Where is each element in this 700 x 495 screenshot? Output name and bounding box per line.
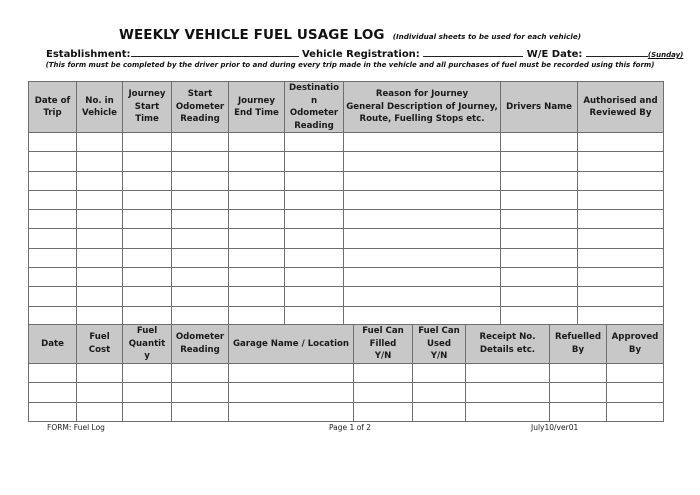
table-cell-no-in-vehicle[interactable] <box>77 229 123 248</box>
table-cell-approved-by[interactable] <box>607 383 664 403</box>
table-row <box>29 133 664 152</box>
table-cell-journey-start-time[interactable] <box>123 306 172 325</box>
table-cell-reason-for-journey-general-description-of-journey-route-fuelling-stops-etc[interactable] <box>344 287 501 306</box>
table-cell-approved-by[interactable] <box>607 402 664 422</box>
column-header-line: Trip <box>43 108 62 118</box>
column-header-fuel-cost <box>77 325 123 364</box>
table-cell-odometer-reading[interactable] <box>172 383 229 403</box>
table-cell-journey-start-time[interactable] <box>123 248 172 267</box>
table-cell-journey-end-time[interactable] <box>229 152 285 171</box>
table-cell-date-of-trip[interactable] <box>29 268 77 287</box>
table-cell-journey-end-time[interactable] <box>229 248 285 267</box>
form-title-line <box>0 24 700 43</box>
column-header-line: End Time <box>234 108 279 118</box>
table-cell-approved-by[interactable] <box>607 363 664 383</box>
form-fields-line <box>46 45 684 60</box>
table-row <box>29 402 664 422</box>
table-cell-journey-end-time[interactable] <box>229 210 285 229</box>
table-cell-date-of-trip[interactable] <box>29 190 77 209</box>
table-cell-reason-for-journey-general-description-of-journey-route-fuelling-stops-etc[interactable] <box>344 190 501 209</box>
table-cell-journey-end-time[interactable] <box>229 229 285 248</box>
table-cell-start-odometer-reading[interactable] <box>172 133 229 152</box>
table-cell-fuel-can-filled-y-n[interactable] <box>354 383 413 403</box>
column-header-line: Start <box>187 89 213 100</box>
column-header-garage-name-location <box>229 325 354 364</box>
column-header-line: Fuel <box>89 332 110 343</box>
table-cell-destination-odometer-reading[interactable] <box>285 133 344 152</box>
column-header-line: Reason for Journey <box>375 89 469 100</box>
table-cell-receipt-no-details-etc[interactable] <box>466 383 550 403</box>
table-cell-start-odometer-reading[interactable] <box>172 248 229 267</box>
table-cell-fuel-cost[interactable] <box>77 363 123 383</box>
column-header-line: Y/N <box>430 351 448 361</box>
table-cell-journey-start-time[interactable] <box>123 210 172 229</box>
column-header-authorised-and-reviewed-by <box>578 82 664 133</box>
footer-version: July10/ver01 <box>531 423 579 432</box>
trip-table-header-row <box>29 82 664 133</box>
table-cell-receipt-no-details-etc[interactable] <box>466 402 550 422</box>
table-cell-fuel-can-filled-y-n[interactable] <box>354 402 413 422</box>
footer-form-name: FORM: Fuel Log <box>47 423 105 432</box>
table-cell-destination-odometer-reading[interactable] <box>285 171 344 190</box>
table-cell-date[interactable] <box>29 383 77 403</box>
table-cell-date[interactable] <box>29 402 77 422</box>
column-header-line: Journey <box>128 89 166 100</box>
table-cell-drivers-name[interactable] <box>501 210 578 229</box>
column-header-line: Reading <box>294 120 334 131</box>
column-header-line: Date of <box>34 95 71 106</box>
table-cell-fuel-cost[interactable] <box>77 383 123 403</box>
column-header-line: Quantit <box>128 338 166 349</box>
column-header-odometer-reading <box>172 325 229 364</box>
column-header-reason-for-journey-general-description-of-journey-route-fuelling-stops-etc <box>344 82 501 133</box>
table-cell-drivers-name[interactable] <box>501 152 578 171</box>
table-cell-journey-start-time[interactable] <box>123 190 172 209</box>
column-header-line: Authorised and <box>583 95 658 106</box>
column-header-line: Fuel <box>136 326 158 336</box>
table-row <box>29 210 664 229</box>
table-cell-reason-for-journey-general-description-of-journey-route-fuelling-stops-etc[interactable] <box>344 171 501 190</box>
column-header-date <box>29 325 77 364</box>
table-cell-fuel-quantity[interactable] <box>123 402 172 422</box>
table-cell-authorised-and-reviewed-by[interactable] <box>578 287 664 306</box>
column-header-approved-by <box>607 325 664 364</box>
column-header-line: n <box>310 95 318 106</box>
table-cell-journey-end-time[interactable] <box>229 306 285 325</box>
column-header-line: Fuel Can <box>362 326 404 336</box>
table-cell-destination-odometer-reading[interactable] <box>285 190 344 209</box>
column-header-line: General Description of Journey, <box>346 101 498 112</box>
table-cell-authorised-and-reviewed-by[interactable] <box>578 248 664 267</box>
table-cell-fuel-quantity[interactable] <box>123 383 172 403</box>
table-cell-no-in-vehicle[interactable] <box>77 210 123 229</box>
table-cell-no-in-vehicle[interactable] <box>77 268 123 287</box>
column-header-line: Odometer <box>289 108 339 118</box>
table-cell-destination-odometer-reading[interactable] <box>285 152 344 171</box>
table-cell-drivers-name[interactable] <box>501 306 578 325</box>
table-cell-authorised-and-reviewed-by[interactable] <box>578 306 664 325</box>
table-cell-reason-for-journey-general-description-of-journey-route-fuelling-stops-etc[interactable] <box>344 152 501 171</box>
table-cell-receipt-no-details-etc[interactable] <box>466 363 550 383</box>
table-cell-drivers-name[interactable] <box>501 133 578 152</box>
table-cell-authorised-and-reviewed-by[interactable] <box>578 190 664 209</box>
column-header-line: Drivers Name <box>506 101 572 112</box>
table-cell-drivers-name[interactable] <box>501 287 578 306</box>
column-header-line: No. in <box>85 95 114 106</box>
column-header-line: Receipt No. <box>479 332 536 343</box>
form-subtitle: (Individual sheets to be used for each vehicle) <box>392 32 582 41</box>
table-cell-journey-start-time[interactable] <box>123 152 172 171</box>
column-header-line: Approved <box>611 332 659 343</box>
table-cell-date-of-trip[interactable] <box>29 248 77 267</box>
column-header-line: Start <box>134 101 160 112</box>
column-header-line: Vehicle <box>82 108 117 118</box>
table-cell-garage-name-location[interactable] <box>229 363 354 383</box>
table-cell-reason-for-journey-general-description-of-journey-route-fuelling-stops-etc[interactable] <box>344 248 501 267</box>
table-cell-date-of-trip[interactable] <box>29 133 77 152</box>
establishment-field[interactable] <box>131 45 299 57</box>
table-cell-fuel-can-used-y-n[interactable] <box>413 402 466 422</box>
fuel-table-header-row <box>29 325 664 364</box>
column-header-line: Date <box>41 338 64 349</box>
table-cell-journey-end-time[interactable] <box>229 287 285 306</box>
column-header-line: Garage Name / Location <box>232 338 350 349</box>
table-cell-fuel-quantity[interactable] <box>123 363 172 383</box>
vehicle-registration-label: Vehicle Registration: <box>301 49 420 60</box>
column-header-line: Filled <box>369 338 397 349</box>
table-row <box>29 229 664 248</box>
table-cell-date-of-trip[interactable] <box>29 287 77 306</box>
table-cell-date-of-trip[interactable] <box>29 210 77 229</box>
table-cell-authorised-and-reviewed-by[interactable] <box>578 229 664 248</box>
column-header-line: Journey <box>237 95 275 106</box>
table-cell-no-in-vehicle[interactable] <box>77 306 123 325</box>
form-notice: (This form must be completed by the driver prior to and during every trip made in the vehicle and all purchases of fuel must be recorded using this form) <box>45 61 655 69</box>
table-row <box>29 306 664 325</box>
table-cell-reason-for-journey-general-description-of-journey-route-fuelling-stops-etc[interactable] <box>344 268 501 287</box>
table-cell-no-in-vehicle[interactable] <box>77 190 123 209</box>
table-cell-journey-end-time[interactable] <box>229 268 285 287</box>
table-cell-start-odometer-reading[interactable] <box>172 287 229 306</box>
column-header-line: By <box>571 344 585 355</box>
table-cell-drivers-name[interactable] <box>501 171 578 190</box>
table-cell-date-of-trip[interactable] <box>29 306 77 325</box>
table-cell-no-in-vehicle[interactable] <box>77 171 123 190</box>
table-cell-date-of-trip[interactable] <box>29 171 77 190</box>
table-cell-start-odometer-reading[interactable] <box>172 268 229 287</box>
column-header-line: Route, Fuelling Stops etc. <box>359 114 485 125</box>
table-cell-authorised-and-reviewed-by[interactable] <box>578 152 664 171</box>
table-cell-date[interactable] <box>29 363 77 383</box>
table-cell-drivers-name[interactable] <box>501 190 578 209</box>
column-header-journey-end-time <box>229 82 285 133</box>
table-row <box>29 248 664 267</box>
table-cell-start-odometer-reading[interactable] <box>172 229 229 248</box>
column-header-destination-odometer-reading <box>285 82 344 133</box>
table-row <box>29 171 664 190</box>
table-cell-authorised-and-reviewed-by[interactable] <box>578 171 664 190</box>
table-cell-journey-end-time[interactable] <box>229 190 285 209</box>
table-cell-no-in-vehicle[interactable] <box>77 152 123 171</box>
table-cell-reason-for-journey-general-description-of-journey-route-fuelling-stops-etc[interactable] <box>344 210 501 229</box>
table-cell-destination-odometer-reading[interactable] <box>285 306 344 325</box>
table-cell-start-odometer-reading[interactable] <box>172 210 229 229</box>
column-header-no-in-vehicle <box>77 82 123 133</box>
table-cell-journey-start-time[interactable] <box>123 171 172 190</box>
table-cell-fuel-can-used-y-n[interactable] <box>413 383 466 403</box>
column-header-line: Y/N <box>374 351 392 361</box>
table-row <box>29 287 664 306</box>
table-cell-odometer-reading[interactable] <box>172 363 229 383</box>
footer-page-number: Page 1 of 2 <box>329 423 372 432</box>
table-cell-journey-end-time[interactable] <box>229 133 285 152</box>
table-cell-fuel-can-filled-y-n[interactable] <box>354 363 413 383</box>
column-header-refuelled-by <box>550 325 607 364</box>
we-date-field[interactable] <box>586 45 648 57</box>
column-header-line: Cost <box>88 344 111 355</box>
column-header-line: Fuel Can <box>418 326 460 336</box>
table-cell-fuel-cost[interactable] <box>77 402 123 422</box>
table-cell-authorised-and-reviewed-by[interactable] <box>578 268 664 287</box>
column-header-line: By <box>628 344 642 355</box>
table-row <box>29 152 664 171</box>
table-cell-drivers-name[interactable] <box>501 229 578 248</box>
table-cell-destination-odometer-reading[interactable] <box>285 268 344 287</box>
trip-log-table <box>28 81 664 326</box>
table-row <box>29 363 664 383</box>
table-cell-destination-odometer-reading[interactable] <box>285 229 344 248</box>
column-header-line: Reviewed By <box>589 108 652 118</box>
column-header-line: Reading <box>180 114 220 125</box>
we-date-hint: (Sunday) <box>647 51 684 59</box>
table-cell-garage-name-location[interactable] <box>229 383 354 403</box>
form-title: WEEKLY VEHICLE FUEL USAGE LOG <box>118 27 385 43</box>
column-header-receipt-no-details-etc <box>466 325 550 364</box>
table-cell-no-in-vehicle[interactable] <box>77 287 123 306</box>
table-row <box>29 190 664 209</box>
column-header-line: Time <box>135 114 159 125</box>
column-header-fuel-can-filled-y-n <box>354 325 413 364</box>
table-cell-garage-name-location[interactable] <box>229 402 354 422</box>
column-header-line: Destinatio <box>288 83 339 93</box>
table-cell-start-odometer-reading[interactable] <box>172 152 229 171</box>
table-cell-refuelled-by[interactable] <box>550 383 607 403</box>
table-cell-destination-odometer-reading[interactable] <box>285 287 344 306</box>
table-cell-authorised-and-reviewed-by[interactable] <box>578 133 664 152</box>
table-cell-no-in-vehicle[interactable] <box>77 248 123 267</box>
table-cell-no-in-vehicle[interactable] <box>77 133 123 152</box>
column-header-line: Odometer <box>175 101 225 112</box>
table-cell-journey-start-time[interactable] <box>123 229 172 248</box>
table-cell-start-odometer-reading[interactable] <box>172 190 229 209</box>
column-header-line: Used <box>426 338 452 349</box>
table-cell-journey-end-time[interactable] <box>229 171 285 190</box>
table-cell-start-odometer-reading[interactable] <box>172 306 229 325</box>
column-header-fuel-can-used-y-n <box>413 325 466 364</box>
table-cell-destination-odometer-reading[interactable] <box>285 248 344 267</box>
column-header-line: y <box>144 351 150 361</box>
table-cell-refuelled-by[interactable] <box>550 402 607 422</box>
fuel-purchase-table <box>28 324 664 422</box>
table-cell-drivers-name[interactable] <box>501 268 578 287</box>
we-date-label: W/E Date: <box>526 49 583 60</box>
table-cell-date-of-trip[interactable] <box>29 152 77 171</box>
table-cell-drivers-name[interactable] <box>501 248 578 267</box>
column-header-journey-start-time <box>123 82 172 133</box>
table-cell-journey-start-time[interactable] <box>123 133 172 152</box>
table-cell-destination-odometer-reading[interactable] <box>285 210 344 229</box>
table-cell-fuel-can-used-y-n[interactable] <box>413 363 466 383</box>
column-header-fuel-quantity <box>123 325 172 364</box>
column-header-line: Reading <box>180 344 220 355</box>
table-cell-date-of-trip[interactable] <box>29 229 77 248</box>
table-row <box>29 268 664 287</box>
table-cell-refuelled-by[interactable] <box>550 363 607 383</box>
table-row <box>29 383 664 403</box>
table-cell-reason-for-journey-general-description-of-journey-route-fuelling-stops-etc[interactable] <box>344 133 501 152</box>
column-header-start-odometer-reading <box>172 82 229 133</box>
table-cell-journey-start-time[interactable] <box>123 287 172 306</box>
column-header-line: Refuelled <box>554 332 601 343</box>
table-cell-authorised-and-reviewed-by[interactable] <box>578 210 664 229</box>
column-header-line: Odometer <box>175 332 225 343</box>
column-header-line: Details etc. <box>479 344 536 355</box>
table-cell-reason-for-journey-general-description-of-journey-route-fuelling-stops-etc[interactable] <box>344 229 501 248</box>
table-cell-journey-start-time[interactable] <box>123 268 172 287</box>
table-cell-reason-for-journey-general-description-of-journey-route-fuelling-stops-etc[interactable] <box>344 306 501 325</box>
table-cell-odometer-reading[interactable] <box>172 402 229 422</box>
column-header-date-of-trip <box>29 82 77 133</box>
vehicle-registration-field[interactable] <box>423 45 523 57</box>
table-cell-start-odometer-reading[interactable] <box>172 171 229 190</box>
column-header-drivers-name <box>501 82 578 133</box>
establishment-label: Establishment: <box>46 49 131 60</box>
